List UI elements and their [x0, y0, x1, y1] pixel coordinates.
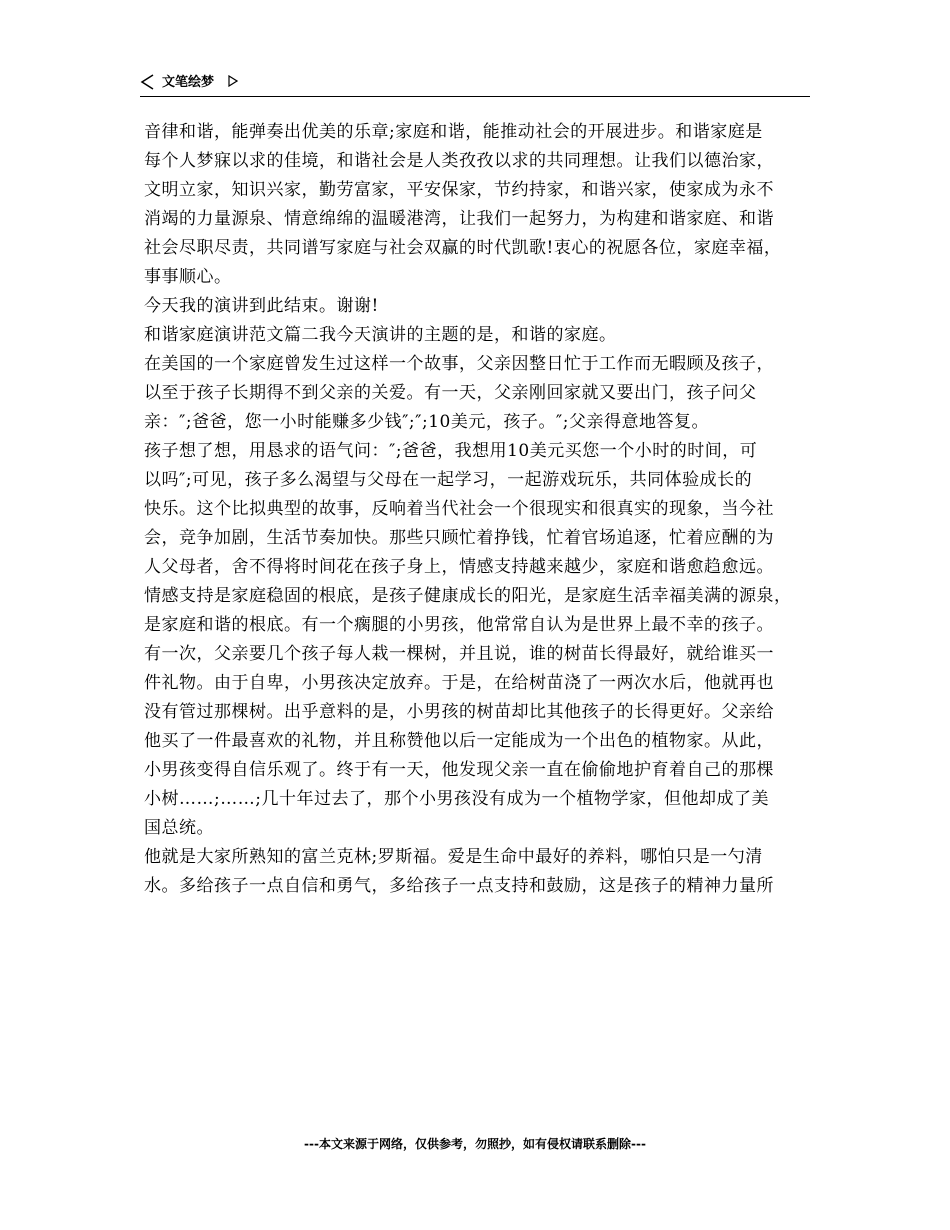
- text-line: 有一次，父亲要几个孩子每人栽一棵树，并且说，谁的树苗长得最好，就给谁买一: [144, 644, 774, 664]
- triangle-right-icon: [228, 75, 238, 87]
- text-line: 件礼物。由于自卑，小男孩决定放弃。于是，在给树苗浇了一两次水后，他就再也: [144, 673, 774, 693]
- text-line: 今天我的演讲到此结束。谢谢!: [144, 296, 379, 316]
- text-line: 音律和谐，能弹奏出优美的乐章;家庭和谐，能推动社会的开展进步。和谐家庭是: [144, 122, 763, 142]
- text-line: 他就是大家所熟知的富兰克林;罗斯福。爱是生命中最好的养料，哪怕只是一勺清: [144, 847, 763, 867]
- triangle-left-icon: [140, 72, 156, 92]
- text-line: 快乐。这个比拟典型的故事，反响着当代社会一个很现实和很真实的现象，当今社: [144, 499, 774, 519]
- text-line: 国总统。: [144, 818, 214, 838]
- text-line: 是家庭和谐的根底。有一个瘸腿的小男孩，他常常自认为是世界上最不幸的孩子。: [144, 615, 774, 635]
- text-line: 每个人梦寐以求的佳境，和谐社会是人类孜孜以求的共同理想。让我们以德治家，: [144, 151, 774, 171]
- text-line: 他买了一件最喜欢的礼物，并且称赞他以后一定能成为一个出色的植物家。从此，: [144, 731, 774, 751]
- text-line: 社会尽职尽责，共同谱写家庭与社会双赢的时代凯歌!衷心的祝愿各位，家庭幸福，: [144, 238, 782, 258]
- text-line: 和谐家庭演讲范文篇二我今天演讲的主题的是，和谐的家庭。: [144, 325, 617, 345]
- document-body: [144, 118, 824, 901]
- text-line: 小男孩变得自信乐观了。终于有一天，他发现父亲一直在偷偷地护育着自己的那棵: [144, 760, 774, 780]
- text-line: 小树……;……;几十年过去了，那个小男孩没有成为一个植物学家，但他却成了美: [144, 789, 769, 809]
- text-line: 以至于孩子长期得不到父亲的关爱。有一天，父亲刚回家就又要出门，孩子问父: [144, 383, 757, 403]
- text-line: 水。多给孩子一点自信和勇气，多给孩子一点支持和鼓励，这是孩子的精神力量所: [144, 876, 774, 896]
- text-line: 消竭的力量源泉、情意绵绵的温暖港湾，让我们一起努力，为构建和谐家庭、和谐: [144, 209, 774, 229]
- text-line: 孩子想了想，用恳求的语气问：″;爸爸，我想用10美元买您一个小时的时间，可: [144, 441, 758, 461]
- text-line: 会，竞争加剧，生活节奏加快。那些只顾忙着挣钱，忙着官场追逐，忙着应酬的为: [144, 528, 774, 548]
- text-line: 没有管过那棵树。出乎意料的是，小男孩的树苗却比其他孩子的长得更好。父亲给: [144, 702, 774, 722]
- text-line: 情感支持是家庭稳固的根底，是孩子健康成长的阳光，是家庭生活幸福美满的源泉，: [144, 586, 792, 606]
- text-line: 以吗″;可见，孩子多么渴望与父母在一起学习，一起游戏玩乐，共同体验成长的: [144, 470, 753, 490]
- footer-disclaimer: ---本文来源于网络，仅供参考，勿照抄，如有侵权请联系删除---: [304, 1137, 646, 1151]
- text-line: 在美国的一个家庭曾发生过这样一个故事，父亲因整日忙于工作而无暇顾及孩子，: [144, 354, 774, 374]
- page-header: [140, 72, 810, 97]
- text-line: 事事顺心。: [144, 267, 232, 287]
- text-line: 文明立家，知识兴家，勤劳富家，平安保家，节约持家，和谐兴家，使家成为永不: [144, 180, 774, 200]
- brand-title: 文笔绘梦: [162, 75, 215, 90]
- text-line: 人父母者，舍不得将时间花在孩子身上，情感支持越来越少，家庭和谐愈趋愈远。: [144, 557, 774, 577]
- text-line: 亲：″;爸爸，您一小时能赚多少钱″;″;10美元，孩子。″;父亲得意地答复。: [144, 412, 709, 432]
